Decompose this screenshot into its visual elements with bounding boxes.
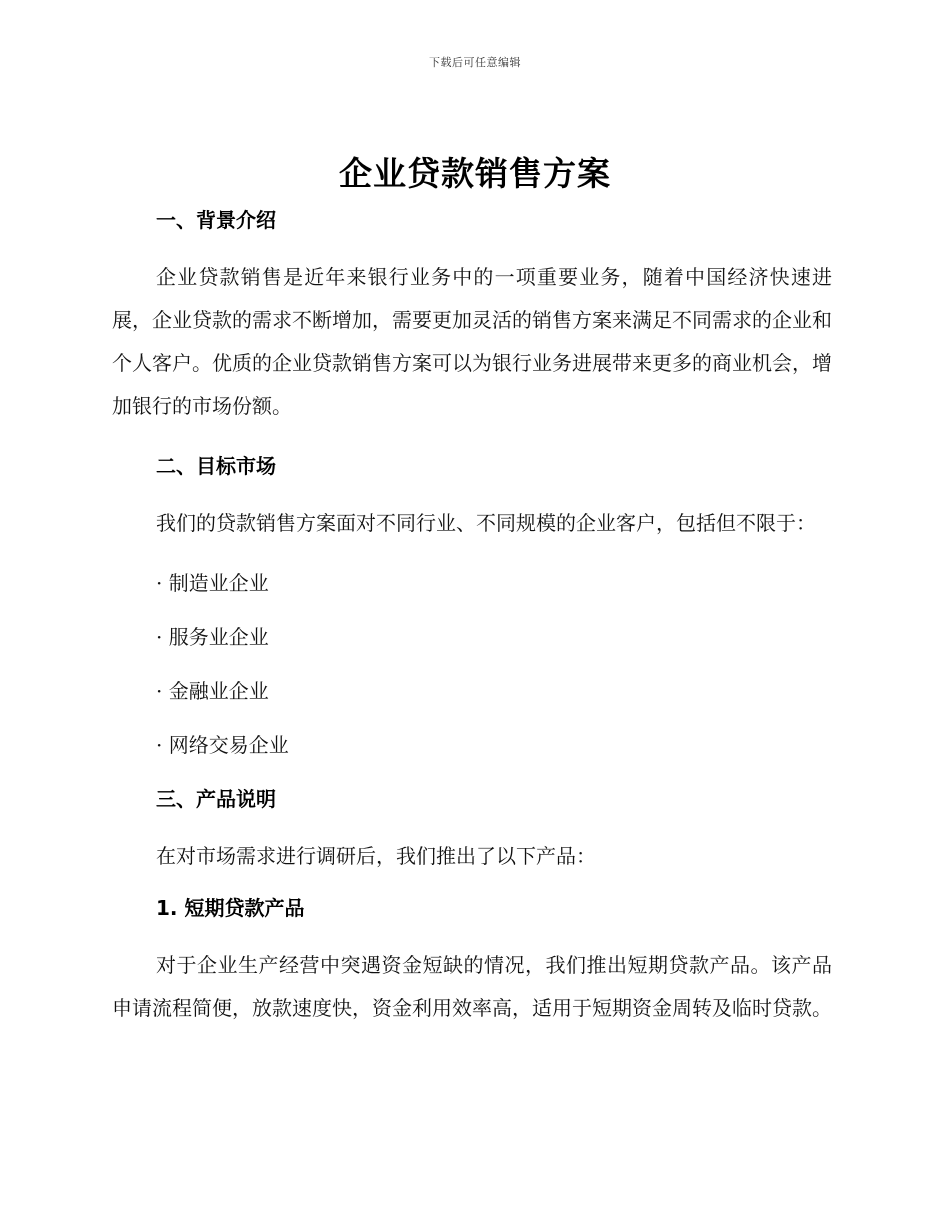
list-item: · 服务业企业 (156, 625, 269, 649)
header-note: 下载后可任意编辑 (429, 56, 521, 69)
product-heading-short-term-loan: 1. 短期贷款产品 (156, 896, 305, 920)
section-heading-target-market: 二、目标市场 (156, 454, 276, 478)
short-term-loan-paragraph: 对于企业生产经营中突遇资金短缺的情况，我们推出短期贷款产品。该产品申请流程简便，放款速度快，资金利用效率高，适用于短期资金周转及临时贷款。 (112, 953, 832, 1020)
background-paragraph: 企业贷款销售是近年来银行业务中的一项重要业务，随着中国经济快速进展，企业贷款的需求不断增加，需要更加灵活的销售方案来满足不同需求的企业和个人客户。优质的企业贷款销售方案可以为银行业务进展带来更多的商业机会，增加银行的市场份额。 (112, 265, 832, 418)
document-title: 企业贷款销售方案 (339, 154, 611, 193)
list-item: · 制造业企业 (156, 571, 269, 595)
section-heading-background: 一、背景介绍 (156, 208, 276, 232)
list-item: · 网络交易企业 (156, 733, 289, 757)
section-heading-products: 三、产品说明 (156, 787, 276, 811)
target-market-list (112, 565, 832, 763)
products-intro: 在对市场需求进行调研后，我们推出了以下产品： (156, 844, 596, 868)
document-body (112, 202, 832, 1030)
target-market-paragraph: 我们的贷款销售方案面对不同行业、不同规模的企业客户，包括但不限于： (156, 511, 816, 535)
list-item: · 金融业企业 (156, 679, 269, 703)
